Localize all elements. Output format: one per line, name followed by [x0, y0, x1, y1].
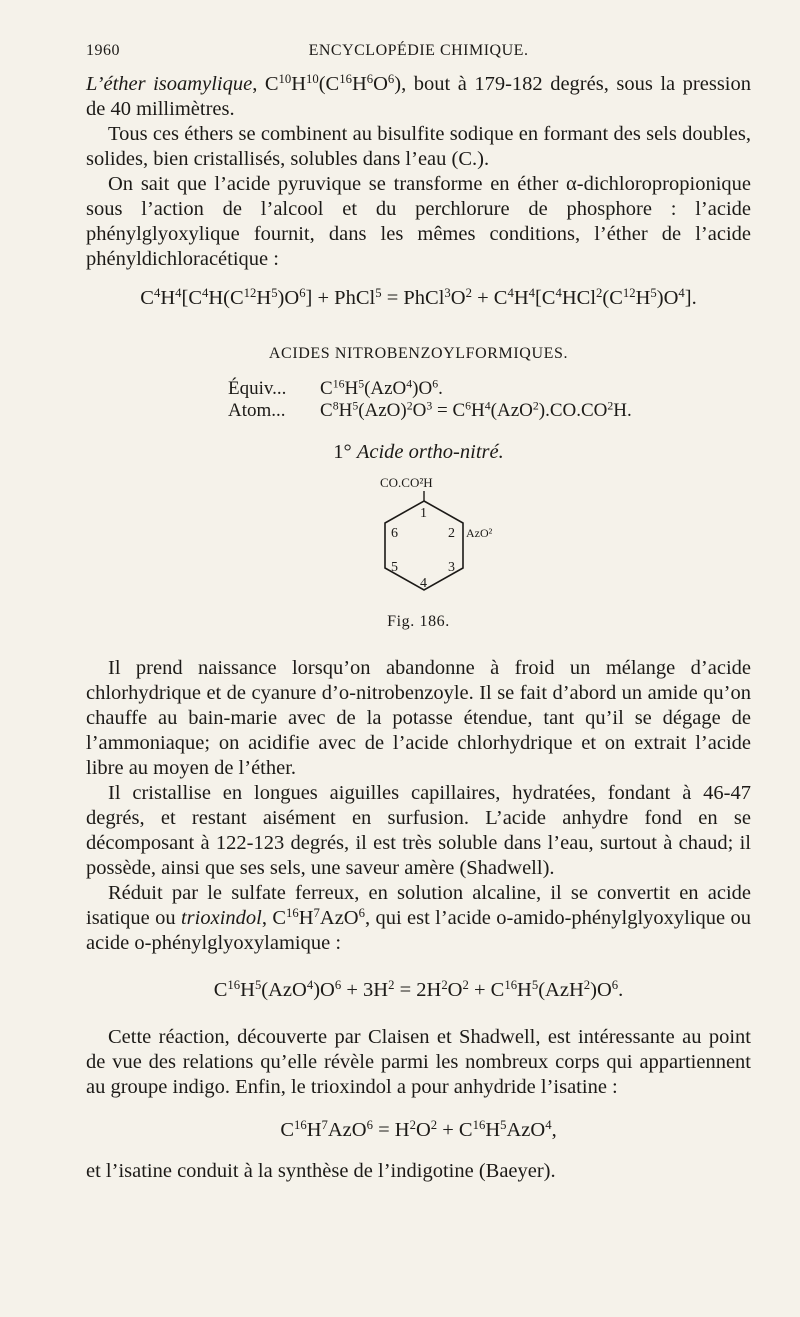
- section-title: ACIDES NITROBENZOYLFORMIQUES.: [268, 345, 569, 362]
- paragraph-pyruvique: On sait que l’acide pyruvique se transforme en éther α-dichloropropionique sous l’action de l’alcool et du perchlorure de phosphore : l’acide phénylglyoxylique fournit, dans les mêmes conditions, l’éther de l’acide phényldichloracétique :: [86, 173, 751, 270]
- ring-number-5: 5: [391, 560, 398, 575]
- page-body: [86, 72, 751, 1184]
- paragraph-reduit: Réduit par le sulfate ferreux, en solution alcaline, il se convertit en acide isatique ou trioxindol, $C^{16}H^7AzO^6$, qui est l’acide o-amido-phénylglyoxylique ou acide o-phénylglyoxylamique :: [86, 882, 751, 954]
- benzene-ring-diagram: [356, 473, 493, 613]
- paragraph-bisulfite: Tous ces éthers se combinent au bisulfite sodique en formant des sels doubles, solides, bien cristallisés, solubles dans l’eau (C.).: [86, 123, 751, 170]
- ring-number-1: 1: [420, 506, 427, 521]
- side-group-label: AzO²: [466, 526, 493, 540]
- page-header: [86, 42, 751, 68]
- equation-isatine: $C^{16}H^7AzO^6 = H^2O^2 + C^{16}H^5AzO^4$,: [280, 1118, 557, 1141]
- ring-number-6: 6: [391, 526, 398, 541]
- paragraph-reaction: Cette réaction, découverte par Claisen et Shadwell, est intéressante au point de vue des relations qu’elle révèle parmi les nombreux corps qui appartiennent au groupe indigo. Enfin, le trioxindol a pour anhydride l’isatine :: [86, 1026, 751, 1098]
- formula-equiv-row: Équiv... $C^{16}H^5(AzO^4)O^6$.: [228, 377, 443, 399]
- subsection-title: 1° Acide ortho-nitré.: [333, 441, 504, 463]
- equation-reduction: $C^{16}H^5(AzO^4)O^6 + 3H^2 = 2H^2O^2 + C^{16}H^5(AzH^2)O^6$.: [213, 978, 624, 1001]
- running-title: ENCYCLOPÉDIE CHIMIQUE.: [308, 42, 529, 59]
- paragraph-indigotine: et l’isatine conduit à la synthèse de l’indigotine (Baeyer).: [86, 1160, 556, 1182]
- formula-atom-row: Atom... $C^8H^5(AzO)^2O^3 = C^6H^4(AzO^2).CO.CO^2H$.: [228, 399, 632, 421]
- ring-number-4: 4: [420, 576, 427, 591]
- equation-dichlor: $C^4H^4[C^4H(C^{12}H^5)O^6]$ + PhCl$^5$ = $PhCl^3O^2 + C^4H^4[C^4HCl^2(C^{12}H^5)O^4]$.: [140, 286, 697, 309]
- figure-caption: Fig. 186.: [387, 613, 450, 630]
- ring-number-3: 3: [448, 560, 455, 575]
- paragraph-naissance: Il prend naissance lorsqu’on abandonne à froid un mélange d’acide chlorhydrique et de cyanure d’o-nitrobenzoyle. Il se fait d’abord un amide qu’on chauffe au bain-marie avec de la potasse étendue, tant qu’il se dégage de l’ammoniaque; on acidifie avec de l’acide chlorhydrique et on extrait l’acide libre au moyen de l’éther.: [86, 657, 751, 779]
- figure-benzene-ring: [86, 473, 751, 638]
- formula-table: [228, 378, 751, 422]
- paragraph-cristallise: Il cristallise en longues aiguilles capillaires, hydratées, fondant à 46-47 degrés, et restant aisément en surfusion. L’acide anhydre fond en se décomposant à 122-123 degrés, il est très soluble dans l’eau, surtout à chaud; il possède, ainsi que ses sels, une saveur amère (Shadwell).: [86, 782, 751, 879]
- top-group-label: CO.CO²H: [380, 475, 433, 490]
- paragraph-ether-isoamylique: L’éther isoamylique, $C^{10}H^{10}(C^{16}H^6O^6)$, bout à 179-182 degrés, sous la pression de 40 millimètres.: [86, 72, 751, 120]
- page-number: 1960: [86, 42, 120, 59]
- ring-number-2: 2: [448, 526, 455, 541]
